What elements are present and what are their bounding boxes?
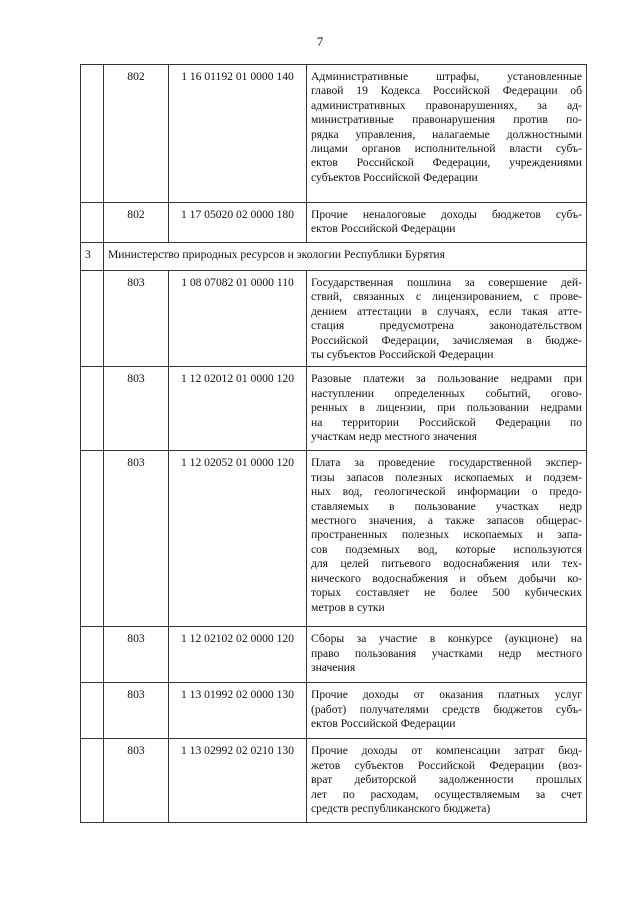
admin-code-cell: 803 xyxy=(104,627,169,683)
description-line: ных вод, геологической информации о предо- xyxy=(311,485,582,499)
row-number-cell xyxy=(81,627,104,683)
table-row xyxy=(81,271,587,367)
budget-code-cell: 1 13 02992 02 0210 130 xyxy=(169,739,307,823)
description-line: пространенных полезных ископаемых и запа- xyxy=(311,528,582,542)
description-line: лет по расходам, осуществляемым за счет xyxy=(311,787,582,801)
description-line: рядка управления, налагаемые должностными xyxy=(311,127,582,141)
description-line: ты субъектов Российской Федерации xyxy=(311,348,494,362)
description-line: лицами органов исполнительной власти субъ- xyxy=(311,142,582,156)
row-number-cell xyxy=(81,683,104,739)
description-line: метров в сутки xyxy=(311,600,385,614)
admin-code-cell: 803 xyxy=(104,683,169,739)
admin-code-cell: 803 xyxy=(104,271,169,367)
revenue-codes-table xyxy=(80,64,587,823)
description-cell xyxy=(307,65,587,203)
description-line: жетов субъектов Российской Федерации (воз- xyxy=(311,758,582,772)
budget-code-cell: 1 08 07082 01 0000 110 xyxy=(169,271,307,367)
admin-code-cell: 802 xyxy=(104,203,169,243)
table-row xyxy=(81,451,587,627)
description-line: ектов Российской Федерации xyxy=(311,222,456,236)
description-cell xyxy=(307,271,587,367)
description-line: для целей питьевого водоснабжения или тех- xyxy=(311,557,582,571)
row-number-cell xyxy=(81,65,104,203)
description-line: ренных в лицензии, при пользовании недрами xyxy=(311,401,582,415)
admin-code-cell: 803 xyxy=(104,739,169,823)
description-line: Государственная пошлина за совершение дей- xyxy=(311,276,582,289)
table-row xyxy=(81,627,587,683)
budget-code-cell: 1 17 05020 02 0000 180 xyxy=(169,203,307,243)
description-line: нического водоснабжения и объем добычи ко- xyxy=(311,571,582,585)
page-number: 7 xyxy=(316,34,324,49)
description-line: ектов Российской Федерации xyxy=(311,717,456,731)
admin-code-cell: 802 xyxy=(104,65,169,203)
description-line: Российской Федерации, зачисляемая в бюдже- xyxy=(311,333,582,347)
description-line: дением аттестации в случаях, если такая атте- xyxy=(311,304,582,318)
description-cell xyxy=(307,627,587,683)
description-line: (работ) получателями средств бюджетов субъ- xyxy=(311,702,582,716)
description-line: ставляемых в пользование участках недр xyxy=(311,499,582,513)
description-line: значения xyxy=(311,661,356,675)
description-line: Прочие доходы от оказания платных услуг xyxy=(311,688,582,702)
description-line: наступлении определенных событий, огово- xyxy=(311,386,582,400)
table-row xyxy=(81,367,587,451)
table-row xyxy=(81,739,587,823)
description-line: участкам недр местного значения xyxy=(311,430,477,444)
description-line: сов подземных вод, которые используются xyxy=(311,542,582,556)
section-title: Министерство природных ресурсов и экологии Республики Бурятия xyxy=(104,243,587,271)
description-cell xyxy=(307,203,587,243)
description-cell xyxy=(307,367,587,451)
description-line: стация предусмотрена законодательством xyxy=(311,319,582,333)
description-line: на территории Российской Федерации по xyxy=(311,415,582,429)
description-line: субъектов Российской Федерации xyxy=(311,170,478,184)
description-line: Разовые платежи за пользование недрами при xyxy=(311,372,582,386)
description-cell xyxy=(307,739,587,823)
description-line: средств республиканского бюджета) xyxy=(311,802,491,816)
description-line: торых составляет не более 500 кубических xyxy=(311,586,582,600)
table-row xyxy=(81,65,587,203)
description-line: Административные штрафы, установленные xyxy=(311,70,582,83)
description-line: ствий, связанных с лицензированием, с прове- xyxy=(311,290,582,304)
row-number-cell xyxy=(81,739,104,823)
budget-code-cell: 1 12 02102 02 0000 120 xyxy=(169,627,307,683)
description-cell xyxy=(307,451,587,627)
description-line: административных правонарушениях, за ад- xyxy=(311,98,582,112)
description-line: Плата за проведение государственной экспер- xyxy=(311,456,582,470)
row-number-cell xyxy=(81,367,104,451)
budget-code-cell: 1 12 02052 01 0000 120 xyxy=(169,451,307,627)
description-line: врат дебиторской задолженности прошлых xyxy=(311,773,582,787)
admin-code-cell: 803 xyxy=(104,367,169,451)
description-line: Прочие неналоговые доходы бюджетов субъ- xyxy=(311,208,582,221)
description-line: тизы запасов полезных ископаемых и подзем- xyxy=(311,470,582,484)
section-row xyxy=(81,243,587,271)
row-number-cell xyxy=(81,203,104,243)
description-line: местного значения, а также запасов общерас- xyxy=(311,514,582,528)
description-cell xyxy=(307,683,587,739)
admin-code-cell: 803 xyxy=(104,451,169,627)
budget-code-cell: 1 12 02012 01 0000 120 xyxy=(169,367,307,451)
description-line: Сборы за участие в конкурсе (аукционе) на xyxy=(311,632,582,646)
row-number-cell xyxy=(81,451,104,627)
table-row xyxy=(81,203,587,243)
description-line: право пользования участками недр местного xyxy=(311,646,582,660)
budget-code-cell: 1 16 01192 01 0000 140 xyxy=(169,65,307,203)
description-line: министративные правонарушения против по- xyxy=(311,113,582,127)
table-body xyxy=(81,65,587,823)
description-line: Прочие доходы от компенсации затрат бюд- xyxy=(311,744,582,758)
section-number: 3 xyxy=(81,243,104,271)
budget-code-cell: 1 13 01992 02 0000 130 xyxy=(169,683,307,739)
row-number-cell xyxy=(81,271,104,367)
description-line: ектов Российской Федерации, учреждениями xyxy=(311,156,582,170)
description-line: главой 19 Кодекса Российской Федерации об xyxy=(311,84,582,98)
table-row xyxy=(81,683,587,739)
